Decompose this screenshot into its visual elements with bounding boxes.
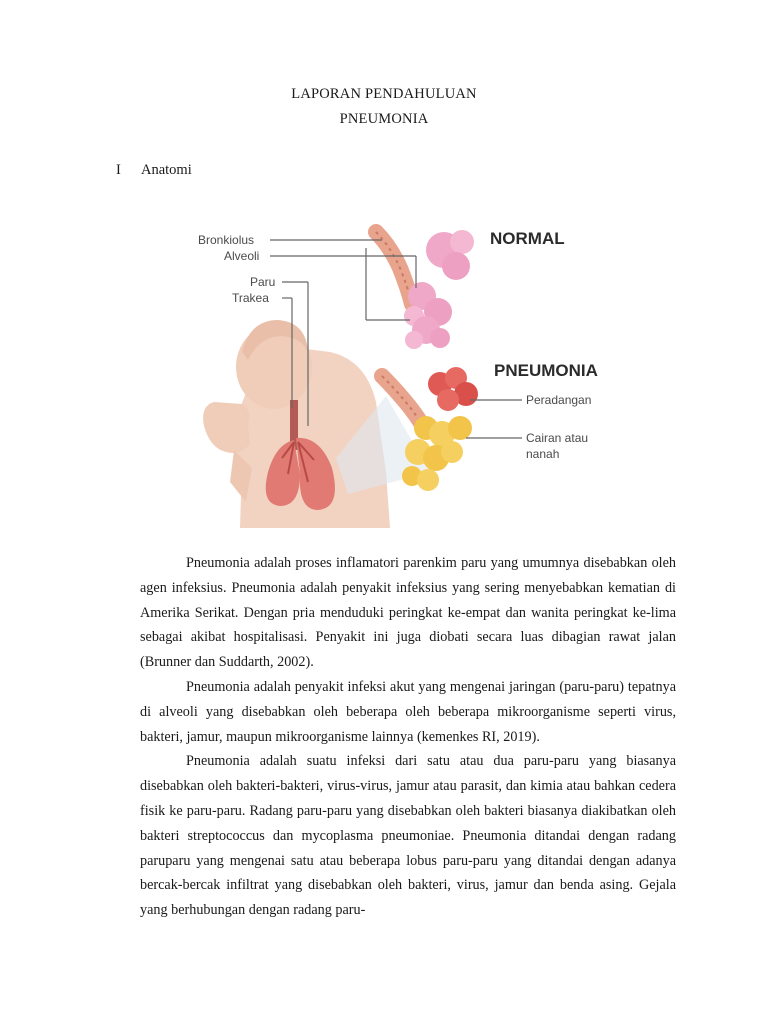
document-title-line-1: LAPORAN PENDAHULUAN bbox=[291, 86, 477, 102]
label-cairan-line-2: nanah bbox=[526, 447, 560, 461]
paragraph-1: Pneumonia adalah proses inflamatori parenkim paru yang umumnya disebabkan oleh agen infeksius. Pneumonia adalah penyakit infeksius yang sering menyebabkan kematian di Amerika Serikat. Dengan pria menduduki peringkat ke-empat dan wanita peringkat ke-lima sebagai akibat hospitalisasi. Penyakit ini juga diobati secara luas dibagian rawat jalan (Brunner dan Suddarth, 2002). bbox=[140, 555, 676, 671]
section-heading bbox=[116, 162, 192, 179]
paragraph-2: Pneumonia adalah penyakit infeksi akut yang mengenai jaringan (paru-paru) tepatnya di alveoli yang disebabkan oleh beberapa oleh beberapa mikroorganisme seperti virus, bakteri, jamur, maupun mikroorganisme lainnya (kemenkes RI, 2019). bbox=[140, 678, 676, 745]
label-alveoli: Alveoli bbox=[224, 249, 260, 263]
document-title-line-2: PNEUMONIA bbox=[339, 111, 429, 127]
label-peradangan: Peradangan bbox=[526, 393, 592, 407]
pneumonia-anatomy-illustration bbox=[190, 212, 630, 528]
anatomy-diagram-svg bbox=[190, 212, 630, 528]
body-text bbox=[140, 551, 676, 923]
section-number: I bbox=[116, 162, 121, 178]
label-cairan-line-1: Cairan atau bbox=[526, 431, 589, 445]
label-bronkiolus: Bronkiolus bbox=[198, 233, 255, 247]
label-pneumonia: PNEUMONIA bbox=[494, 361, 598, 380]
label-normal: NORMAL bbox=[490, 229, 565, 248]
label-trakea: Trakea bbox=[232, 291, 269, 305]
label-paru: Paru bbox=[250, 275, 276, 289]
section-title: Anatomi bbox=[141, 162, 192, 178]
normal-alveoli bbox=[376, 230, 474, 349]
paragraph-3: Pneumonia adalah suatu infeksi dari satu atau dua paru-paru yang biasanya disebabkan oleh bakteri-bakteri, virus-virus, jamur atau parasit, dan kimia atau bahkan cedera fisik ke paru-paru. Radang paru-paru yang disebabkan oleh bakteri biasanya diakibatkan oleh bakteri streptococcus dan mycoplasma pneumoniae. Pneumonia ditandai dengan radang paruparu yang mengenai satu atau beberapa lobus paru-paru yang ditandai dengan adanya bercak-bercak infiltrat yang disebabkan oleh bakteri, virus, jamur dan benda asing. Gejala yang berhubungan dengan radang paru- bbox=[140, 753, 676, 919]
